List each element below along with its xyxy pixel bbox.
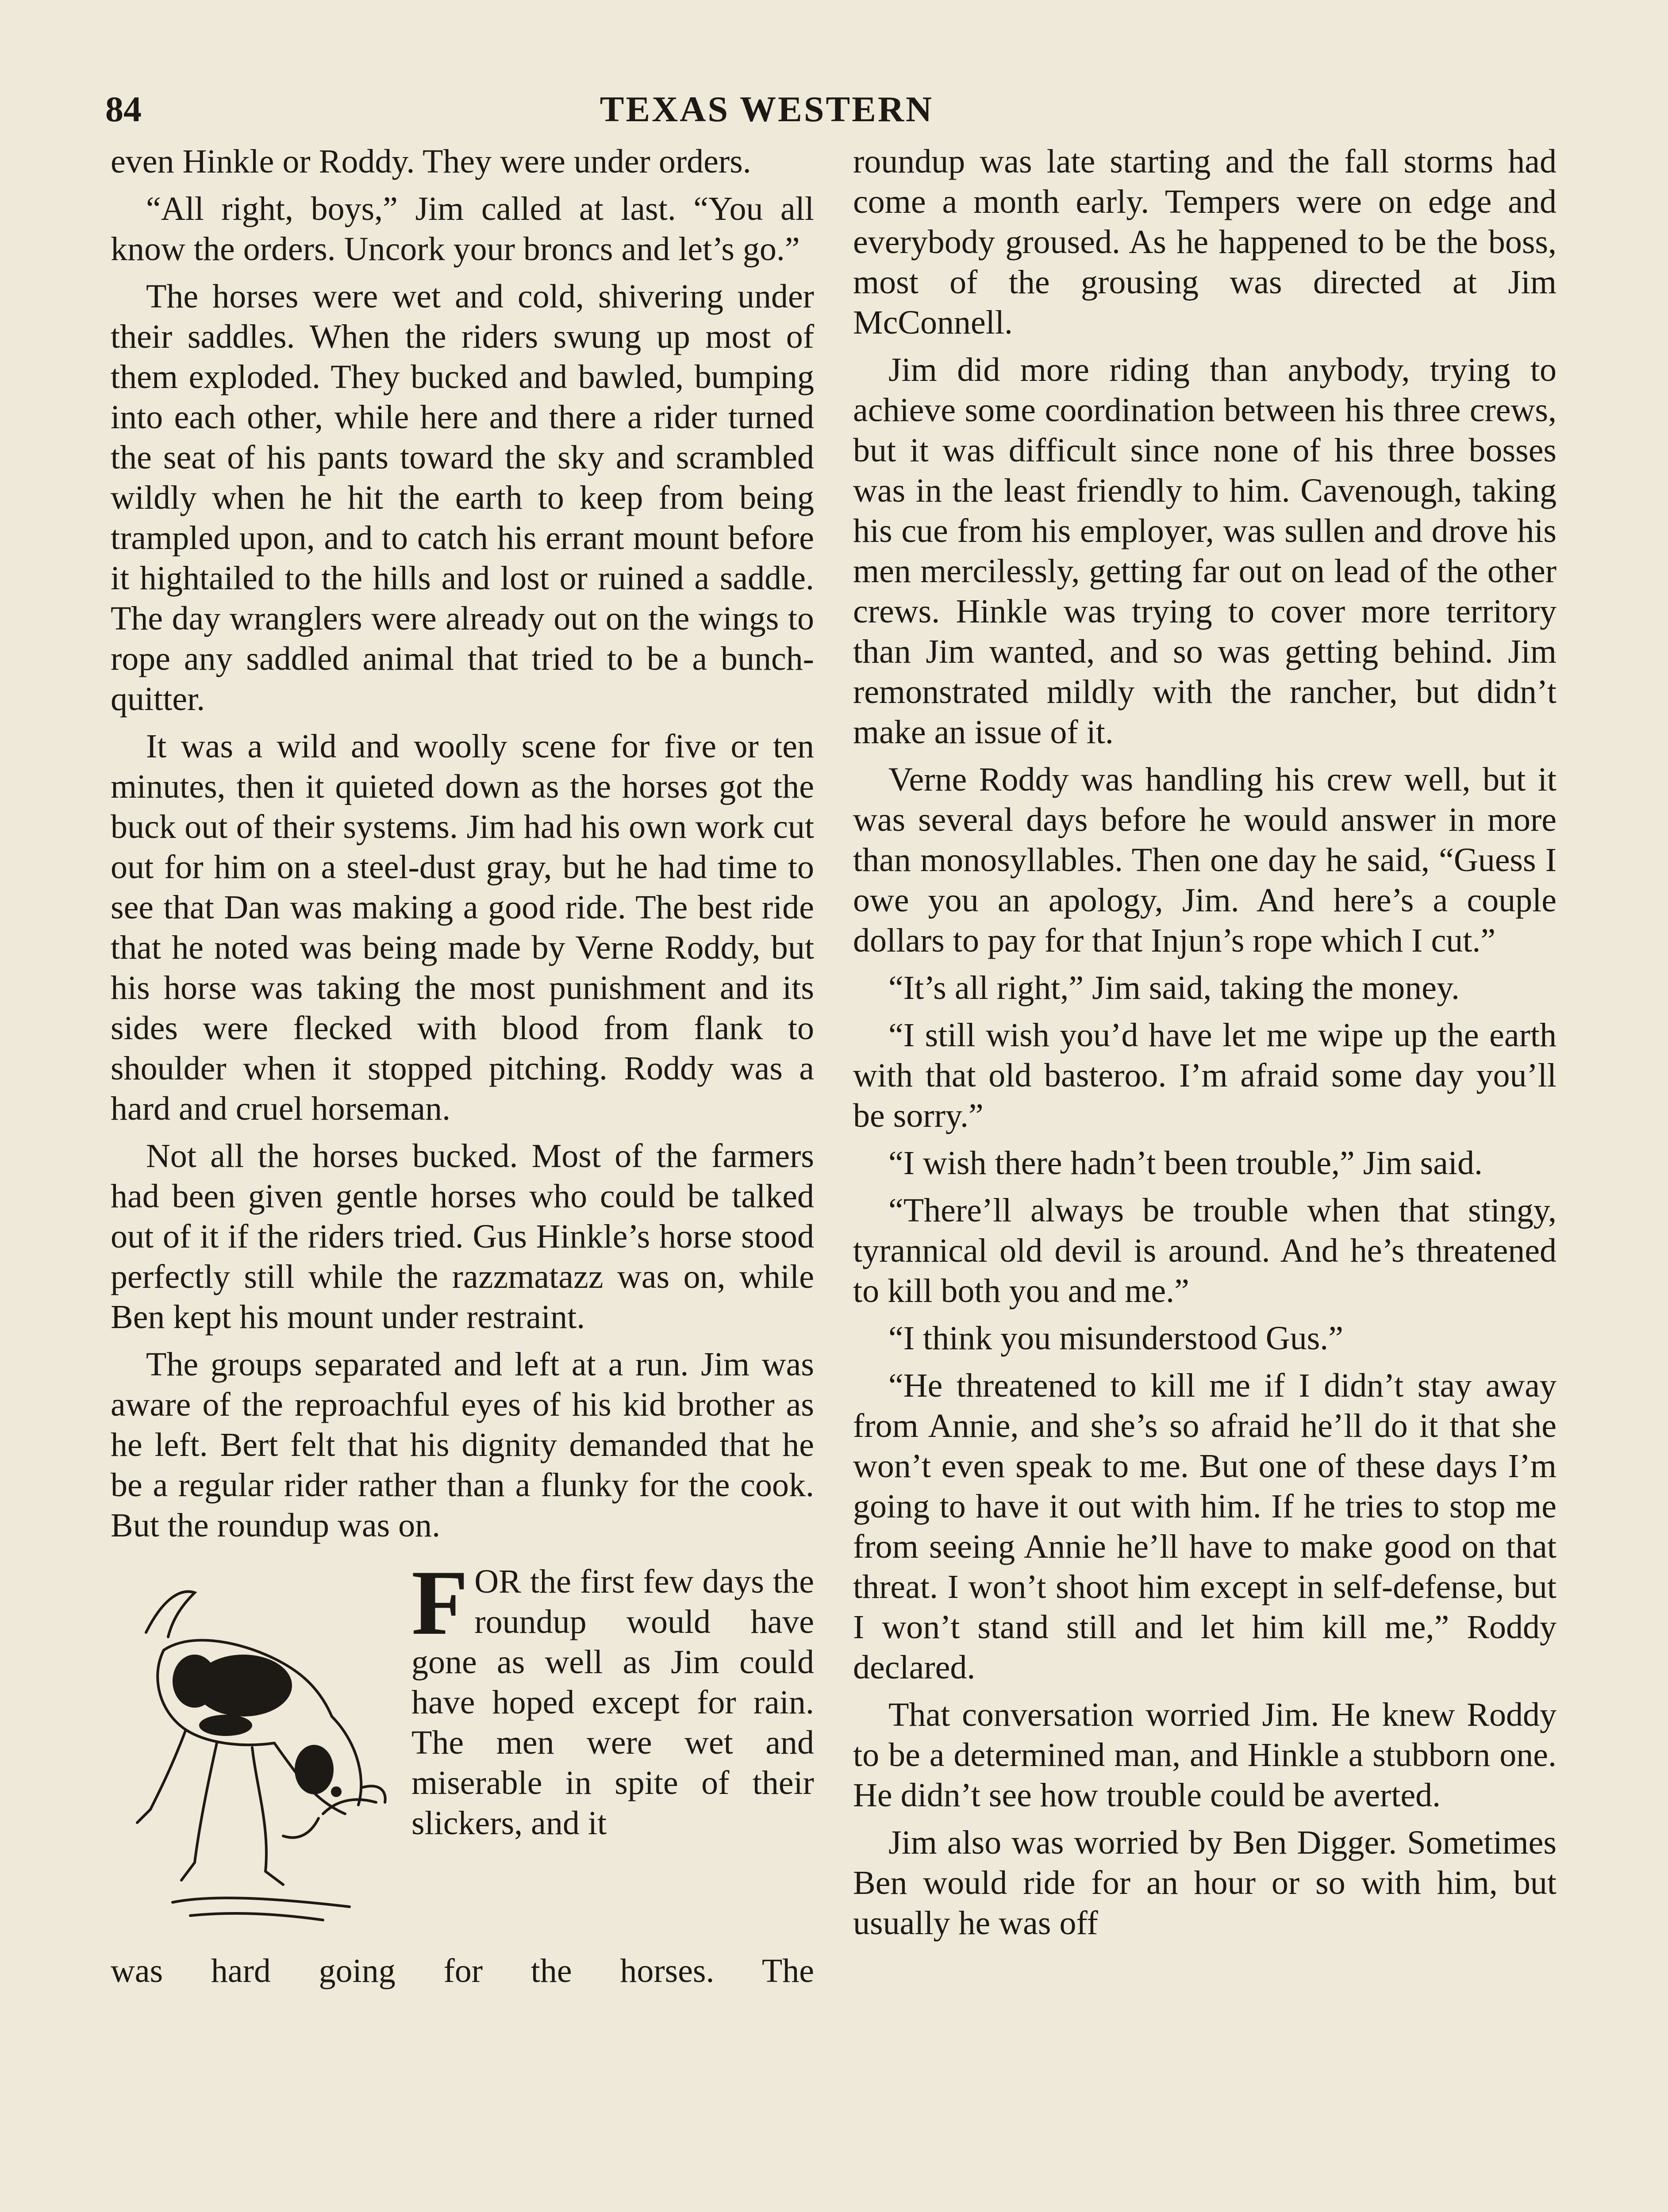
magazine-title: TEXAS WESTERN xyxy=(600,89,934,129)
bull-illustration-icon xyxy=(111,1571,394,1933)
paragraph-continuation: was hard going for the horses. The xyxy=(111,1952,814,1989)
paragraph: “I wish there hadn’t been trouble,” Jim said. xyxy=(888,1144,1483,1182)
left-column xyxy=(111,142,814,1998)
paragraph: It was a wild and woolly scene for five or ten minutes, then it quieted down as the horses got the buck out of their systems. Jim had his own work cut out for him on a steel-dust gray, but he had time to see that Dan was making a good ride. The best ride that he noted was being made by Verne Roddy, but his horse was taking the most punishment and its sides were flecked with blood from flank to shoulder when it stopped pitching. Roddy was a hard and cruel horseman. xyxy=(111,728,814,1127)
paragraph: even Hinkle or Roddy. They were under orders. xyxy=(111,143,751,180)
paragraph: Jim did more riding than anybody, trying to achieve some coordination between his three crews, but it was difficult since none of his three bosses was in the least friendly to him. Cavenough, taking his cue from his employer, was sullen and drove his men mercilessly, getting far out on lead of the other crews. Hinkle was trying to cover more territory than Jim wanted, and so was getting behind. Jim remonstrated mildly with the rancher, but didn’t make an issue of it. xyxy=(853,351,1557,751)
page-header xyxy=(105,88,1428,142)
dropcap-paragraph xyxy=(411,1551,814,1843)
dropcap-text: OR the first few days the roundup would have gone as well as Jim could have hoped except for rain. The men were wet and miserable in spite of their slickers, and it xyxy=(411,1563,814,1842)
paragraph: “It’s all right,” Jim said, taking the money. xyxy=(888,969,1460,1006)
illustration-block xyxy=(111,1551,814,1951)
paragraph: That conversation worried Jim. He knew Roddy to be a determined man, and Hinkle a stubborn one. He didn’t see how trouble could be averted. xyxy=(853,1696,1557,1814)
paragraph: “There’ll always be trouble when that stingy, tyrannical old devil is around. And he’s threatened to kill both you and me.” xyxy=(853,1192,1557,1310)
right-column xyxy=(853,142,1557,1951)
page-number: 84 xyxy=(105,89,142,129)
paragraph: Not all the horses bucked. Most of the farmers had been given gentle horses who could be talked out of it if the riders tried. Gus Hinkle’s horse stood perfectly still while the razzmatazz was on, while Ben kept his mount under restraint. xyxy=(111,1137,814,1336)
paragraph: Verne Roddy was handling his crew well, but it was several days before he would answer in more than monosyllables. Then one day he said, “Guess I owe you an apology, Jim. And here’s a couple dollars to pay for that Injun’s rope which I cut.” xyxy=(853,761,1557,959)
paragraph: “All right, boys,” Jim called at last. “You all know the orders. Uncork your broncs and let’s go.” xyxy=(111,190,814,268)
paragraph: “I think you misunderstood Gus.” xyxy=(888,1320,1344,1357)
paragraph: The groups separated and left at a run. Jim was aware of the reproachful eyes of his kid brother as he left. Bert felt that his dignity demanded that he be a regular rider rather than a flunky for the cook. But the roundup was on. xyxy=(111,1346,814,1544)
paragraph: “He threatened to kill me if I didn’t stay away from Annie, and she’s so afraid he’ll do it that she won’t even speak to me. But one of these days I’m going to have it out with him. If he tries to stop me from seeing Annie he’ll have to make good on that threat. I won’t shoot him except in self-defense, but I won’t stand still and let him kill me,” Roddy declared. xyxy=(853,1367,1557,1686)
paragraph: roundup was late starting and the fall storms had come a month early. Tempers were on edge and everybody groused. As he happened to be the boss, most of the grousing was directed at Jim McConnell. xyxy=(853,143,1557,341)
paragraph: “I still wish you’d have let me wipe up the earth with that old basteroo. I’m afraid some day you’ll be sorry.” xyxy=(853,1017,1557,1134)
paragraph: The horses were wet and cold, shivering under their saddles. When the riders swung up most of them exploded. They bucked and bawled, bumping into each other, while here and there a rider turned the seat of his pants toward the sky and scrambled wildly when he hit the earth to keep from being trampled upon, and to catch his errant mount before it hightailed to the hills and lost or ruined a saddle. The day wranglers were already out on the wings to rope any saddled animal that tried to be a bunch-quitter. xyxy=(111,278,814,718)
dropcap-letter: F xyxy=(411,1551,469,1654)
paragraph: Jim also was worried by Ben Digger. Sometimes Ben would ride for an hour or so with him, but usually he was off xyxy=(853,1824,1557,1942)
